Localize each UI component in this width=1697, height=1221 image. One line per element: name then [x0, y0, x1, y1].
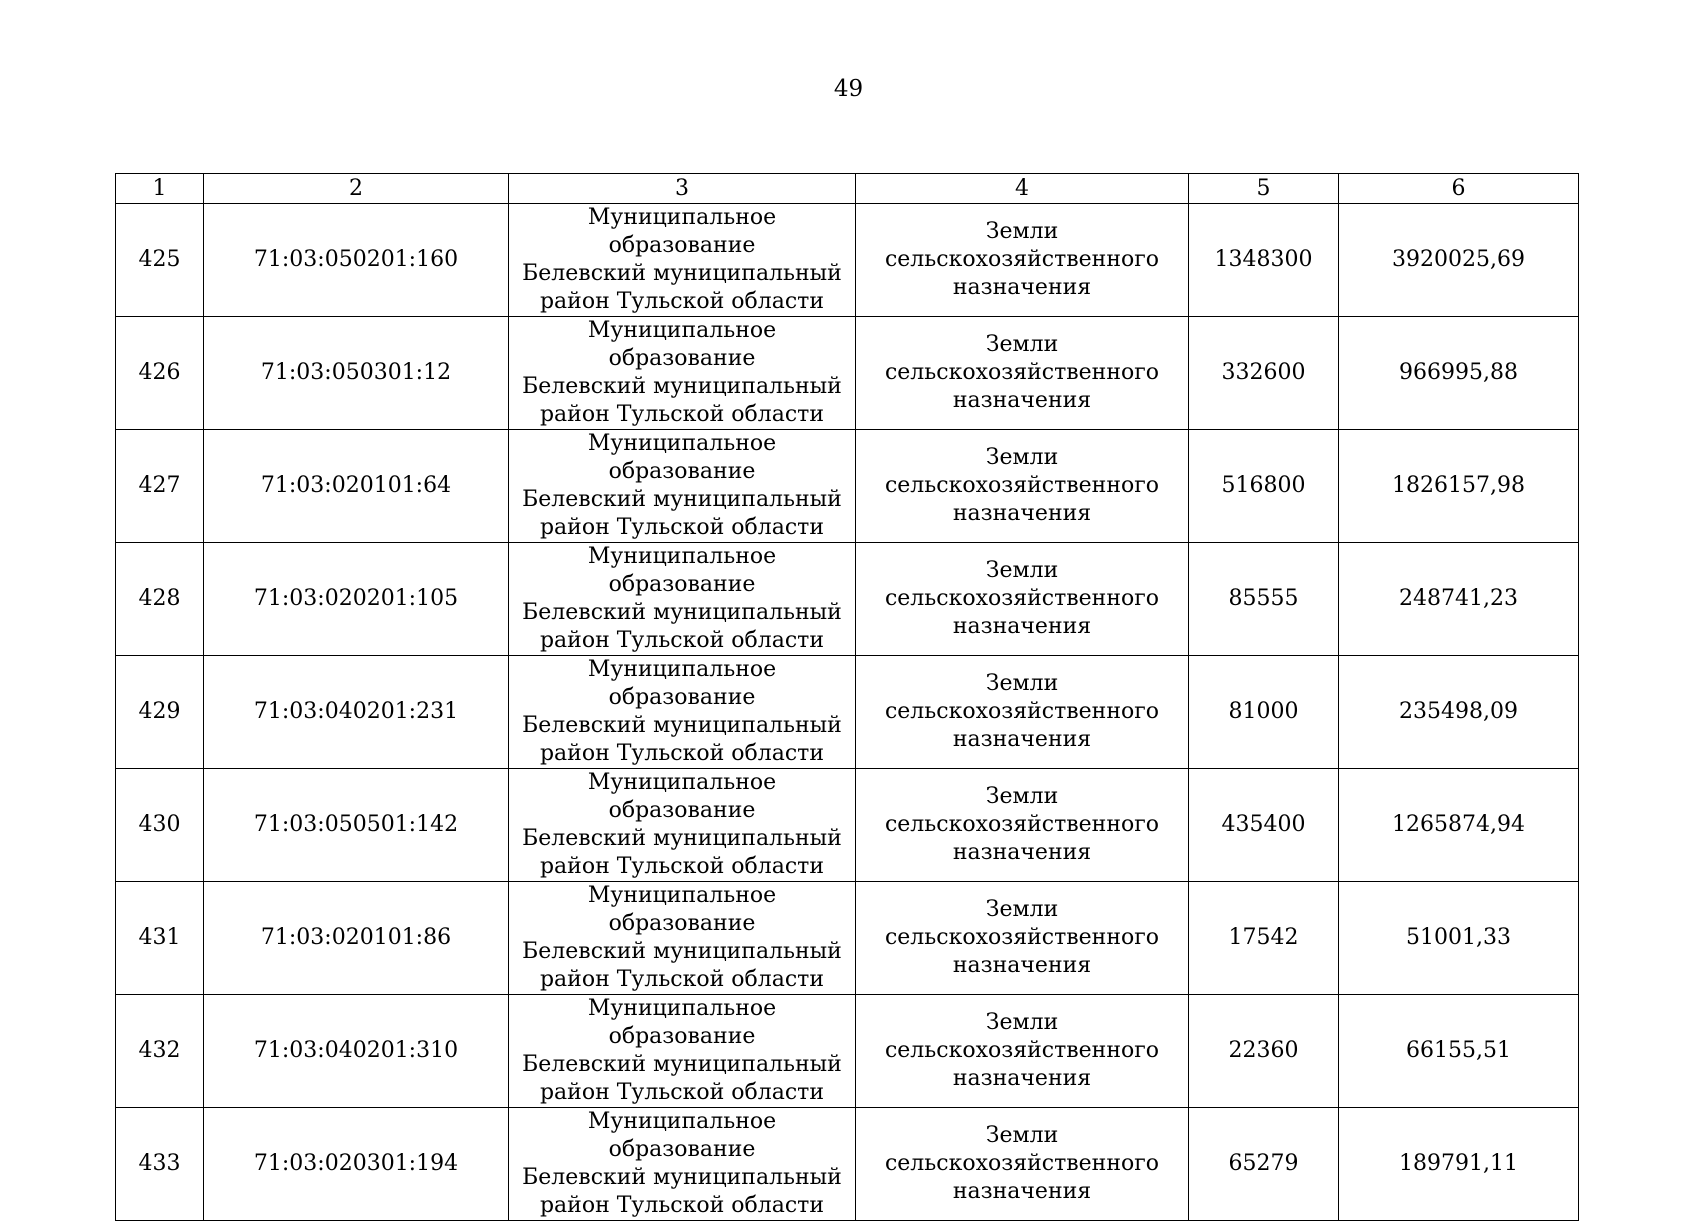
land-category-line: Земли [985, 1010, 1059, 1035]
area-cell: 81000 [1189, 656, 1339, 769]
land-registry-table [115, 173, 1579, 1221]
cadastral-value-cell: 51001,33 [1339, 882, 1579, 995]
owner-line: Белевский муниципальный [522, 600, 842, 625]
owner-line: Муниципальное образование [587, 883, 777, 936]
land-category-line: сельскохозяйственного [884, 473, 1160, 498]
cadastral-number-cell: 71:03:020201:105 [204, 543, 509, 656]
column-header-6: 6 [1339, 174, 1579, 204]
owner-cell [509, 882, 856, 995]
land-category-line: назначения [952, 727, 1092, 752]
table-row [116, 995, 1579, 1108]
land-category-line: назначения [952, 953, 1092, 978]
cadastral-value-cell: 1265874,94 [1339, 769, 1579, 882]
cadastral-number-cell: 71:03:020101:64 [204, 430, 509, 543]
table-row [116, 543, 1579, 656]
cadastral-number-cell: 71:03:050301:12 [204, 317, 509, 430]
owner-line: Белевский муниципальный [522, 939, 842, 964]
land-category-cell [856, 769, 1189, 882]
area-cell: 22360 [1189, 995, 1339, 1108]
land-category-cell [856, 656, 1189, 769]
row-number-cell: 429 [116, 656, 204, 769]
owner-line: район Тульской области [539, 741, 825, 766]
land-category-line: сельскохозяйственного [884, 1151, 1160, 1176]
table-body [116, 204, 1579, 1221]
table-row [116, 317, 1579, 430]
area-cell: 85555 [1189, 543, 1339, 656]
column-header-1: 1 [116, 174, 204, 204]
cadastral-number-cell: 71:03:040201:310 [204, 995, 509, 1108]
land-category-line: Земли [985, 332, 1059, 357]
owner-cell [509, 317, 856, 430]
cadastral-value-cell: 235498,09 [1339, 656, 1579, 769]
cadastral-value-cell: 189791,11 [1339, 1108, 1579, 1221]
row-number-cell: 433 [116, 1108, 204, 1221]
cadastral-value-cell: 66155,51 [1339, 995, 1579, 1108]
owner-line: Муниципальное образование [587, 431, 777, 484]
area-cell: 17542 [1189, 882, 1339, 995]
land-category-cell [856, 543, 1189, 656]
cadastral-value-cell: 248741,23 [1339, 543, 1579, 656]
area-cell: 1348300 [1189, 204, 1339, 317]
column-header-4: 4 [856, 174, 1189, 204]
land-category-cell [856, 317, 1189, 430]
land-category-cell [856, 882, 1189, 995]
owner-cell [509, 543, 856, 656]
land-category-line: сельскохозяйственного [884, 1038, 1160, 1063]
land-category-line: назначения [952, 501, 1092, 526]
owner-line: район Тульской области [539, 402, 825, 427]
owner-line: район Тульской области [539, 1193, 825, 1218]
land-category-line: назначения [952, 388, 1092, 413]
table-header-row [116, 174, 1579, 204]
cadastral-number-cell: 71:03:020301:194 [204, 1108, 509, 1221]
owner-line: Белевский муниципальный [522, 713, 842, 738]
area-cell: 65279 [1189, 1108, 1339, 1221]
row-number-cell: 426 [116, 317, 204, 430]
row-number-cell: 432 [116, 995, 204, 1108]
row-number-cell: 430 [116, 769, 204, 882]
table-row [116, 1108, 1579, 1221]
owner-line: район Тульской области [539, 854, 825, 879]
cadastral-number-cell: 71:03:020101:86 [204, 882, 509, 995]
owner-line: район Тульской области [539, 515, 825, 540]
owner-line: Муниципальное образование [587, 544, 777, 597]
owner-cell [509, 995, 856, 1108]
owner-cell [509, 1108, 856, 1221]
table-row [116, 204, 1579, 317]
owner-line: Белевский муниципальный [522, 826, 842, 851]
owner-line: Белевский муниципальный [522, 1052, 842, 1077]
land-category-line: Земли [985, 784, 1059, 809]
row-number-cell: 427 [116, 430, 204, 543]
owner-line: Белевский муниципальный [522, 1165, 842, 1190]
area-cell: 435400 [1189, 769, 1339, 882]
land-category-line: сельскохозяйственного [884, 586, 1160, 611]
land-category-line: сельскохозяйственного [884, 925, 1160, 950]
land-category-line: Земли [985, 558, 1059, 583]
land-category-cell [856, 430, 1189, 543]
cadastral-value-cell: 3920025,69 [1339, 204, 1579, 317]
land-category-line: Земли [985, 1123, 1059, 1148]
column-header-3: 3 [509, 174, 856, 204]
owner-line: Белевский муниципальный [522, 487, 842, 512]
row-number-cell: 431 [116, 882, 204, 995]
cadastral-value-cell: 966995,88 [1339, 317, 1579, 430]
land-category-line: назначения [952, 614, 1092, 639]
cadastral-value-cell: 1826157,98 [1339, 430, 1579, 543]
owner-line: район Тульской области [539, 289, 825, 314]
owner-line: район Тульской области [539, 628, 825, 653]
column-header-2: 2 [204, 174, 509, 204]
land-category-line: сельскохозяйственного [884, 699, 1160, 724]
land-category-line: Земли [985, 445, 1059, 470]
land-category-line: сельскохозяйственного [884, 360, 1160, 385]
owner-cell [509, 656, 856, 769]
land-category-line: Земли [985, 219, 1059, 244]
land-category-line: назначения [952, 840, 1092, 865]
land-category-cell [856, 995, 1189, 1108]
land-category-line: Земли [985, 671, 1059, 696]
page-number: 49 [833, 76, 864, 102]
table-row [116, 769, 1579, 882]
owner-line: Муниципальное образование [587, 657, 777, 710]
land-category-line: назначения [952, 1179, 1092, 1204]
table-row [116, 430, 1579, 543]
owner-cell [509, 430, 856, 543]
land-category-line: сельскохозяйственного [884, 812, 1160, 837]
area-cell: 516800 [1189, 430, 1339, 543]
land-category-line: Земли [985, 897, 1059, 922]
land-category-line: сельскохозяйственного [884, 247, 1160, 272]
owner-line: Муниципальное образование [587, 1109, 777, 1162]
cadastral-number-cell: 71:03:050201:160 [204, 204, 509, 317]
land-category-cell [856, 204, 1189, 317]
owner-line: Муниципальное образование [587, 770, 777, 823]
row-number-cell: 425 [116, 204, 204, 317]
owner-line: район Тульской области [539, 1080, 825, 1105]
owner-line: район Тульской области [539, 967, 825, 992]
cadastral-number-cell: 71:03:040201:231 [204, 656, 509, 769]
table-row [116, 882, 1579, 995]
land-category-line: назначения [952, 275, 1092, 300]
owner-cell [509, 204, 856, 317]
owner-line: Муниципальное образование [587, 996, 777, 1049]
owner-line: Муниципальное образование [587, 205, 777, 258]
land-category-line: назначения [952, 1066, 1092, 1091]
land-category-cell [856, 1108, 1189, 1221]
owner-line: Муниципальное образование [587, 318, 777, 371]
column-header-5: 5 [1189, 174, 1339, 204]
table-row [116, 656, 1579, 769]
owner-line: Белевский муниципальный [522, 374, 842, 399]
owner-line: Белевский муниципальный [522, 261, 842, 286]
owner-cell [509, 769, 856, 882]
area-cell: 332600 [1189, 317, 1339, 430]
cadastral-number-cell: 71:03:050501:142 [204, 769, 509, 882]
row-number-cell: 428 [116, 543, 204, 656]
